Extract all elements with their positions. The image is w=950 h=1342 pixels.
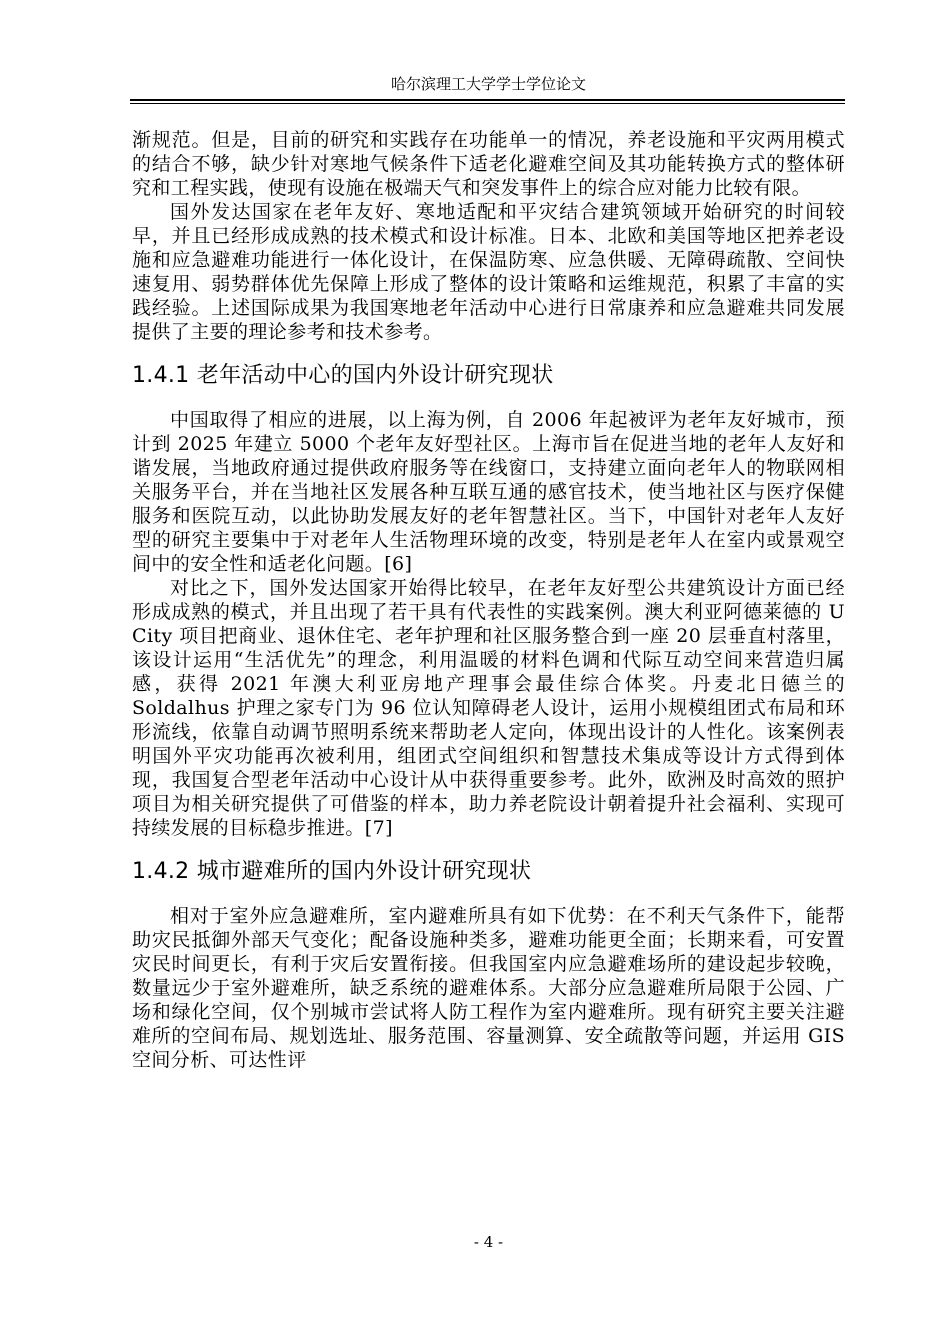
page-body <box>132 128 845 1072</box>
paragraph: 对比之下，国外发达国家开始得比较早，在老年友好型公共建筑设计方面已经形成成熟的模式，并且出现了若干具有代表性的实践案例。澳大利亚阿德莱德的 U City 项目把商业、退休住宅、老年护理和社区服务整合到一座 20 层垂直村落里，该设计运用“生活优先”的理念，利用温暖的材料色调和代际互动空间来营造归属感，获得 2021 年澳大利亚房地产理事会最佳综合体奖。丹麦北日德兰的 Soldalhus 护理之家专门为 96 位认知障碍老人设计，运用小规模组团式布局和环形流线，依靠自动调节照明系统来帮助老人定向，体现出设计的人性化。该案例表明国外平灾功能再次被利用，组团式空间组织和智慧技术集成等设计方式得到体现，我国复合型老年活动中心设计从中获得重要参考。此外，欧洲及时高效的照护项目为相关研究提供了可借鉴的样本，助力养老院设计朝着提升社会福利、实现可持续发展的目标稳步推进。[7] <box>132 577 845 839</box>
paragraph-continued: 渐规范。但是，目前的研究和实践存在功能单一的情况，养老设施和平灾两用模式的结合不够，缺少针对寒地气候条件下适老化避难空间及其功能转换方式的整体研究和工程实践，使现有设施在极端天气和突发事件上的综合应对能力比较有限。 <box>132 129 845 199</box>
section-heading-1-4-2: 1.4.2 城市避难所的国内外设计研究现状 <box>132 859 532 884</box>
header-rule-thin <box>130 103 845 104</box>
paragraph: 国外发达国家在老年友好、寒地适配和平灾结合建筑领域开始研究的时间较早，并且已经形成成熟的技术模式和设计标准。日本、北欧和美国等地区把养老设施和应急避难功能进行一体化设计，在保温防寒、应急供暖、无障碍疏散、空间快速复用、弱势群体优先保障上形成了整体的设计策略和运维规范，积累了丰富的实践经验。上述国际成果为我国寒地老年活动中心进行日常康养和应急避难共同发展提供了主要的理论参考和技术参考。 <box>132 201 845 343</box>
section-heading-1-4-1: 1.4.1 老年活动中心的国内外设计研究现状 <box>132 363 554 388</box>
running-header: 哈尔滨理工大学学士学位论文 <box>390 75 586 93</box>
page-number: - 4 - <box>473 1233 504 1251</box>
paragraph: 中国取得了相应的进展，以上海为例，自 2006 年起被评为老年友好城市，预计到 2025 年建立 5000 个老年友好型社区。上海市旨在促进当地的老年人友好和谐发展，当地政府通过提供政府服务等在线窗口，支持建立面向老年人的物联网相关服务平台，并在当地社区发展各种互联互通的感官技术，使当地社区与医疗保健服务和医院互动，以此协助发展友好的老年智慧社区。当下，中国针对老年人友好型的研究主要集中于对老年人生活物理环境的改变，特别是老年人在室内或景观空间中的安全性和适老化问题。[6] <box>132 409 845 575</box>
paragraph: 相对于室外应急避难所，室内避难所具有如下优势：在不利天气条件下，能帮助灾民抵御外部天气变化；配备设施种类多，避难功能更全面；长期来看，可安置灾民时间更长，有利于灾后安置衔接。但我国室内应急避难场所的建设起步较晚，数量远少于室外避难所，缺乏系统的避难体系。大部分应急避难所局限于公园、广场和绿化空间，仅个别城市尝试将人防工程作为室内避难所。现有研究主要关注避难所的空间布局、规划选址、服务范围、容量测算、安全疏散等问题，并运用 GIS 空间分析、可达性评 <box>132 905 845 1071</box>
header-rule-thick <box>130 99 845 101</box>
